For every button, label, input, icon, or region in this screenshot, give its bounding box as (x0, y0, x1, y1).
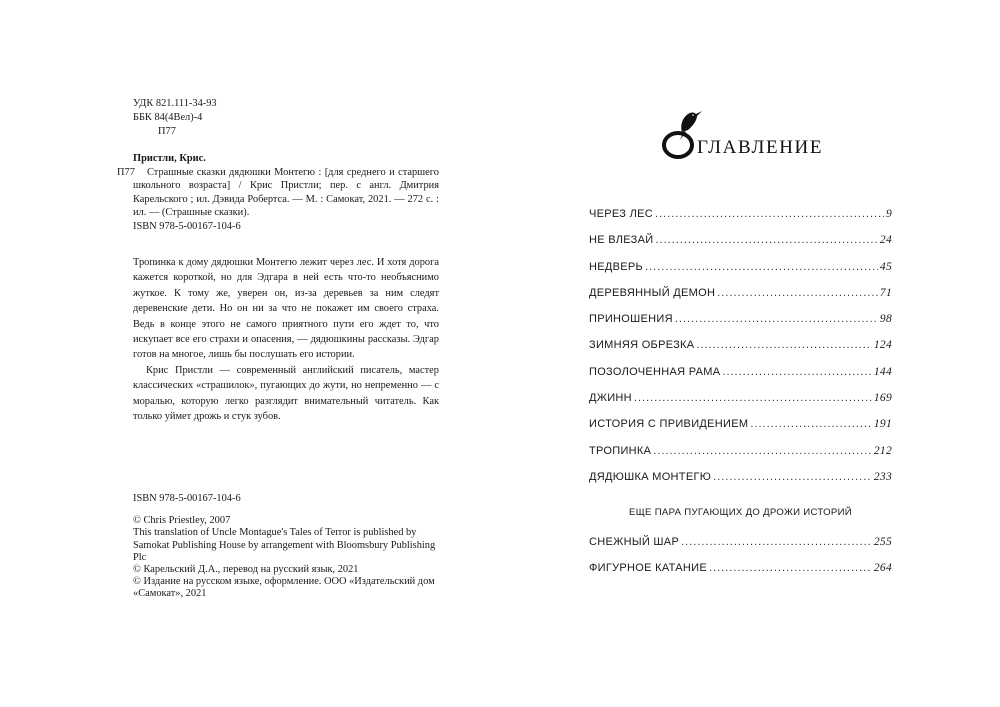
title-text: ГЛАВЛЕНИЕ (697, 137, 824, 158)
author-code: П77 (117, 166, 135, 178)
toc-entry-page: 169 (873, 392, 892, 405)
rights-line: © Карельский Д.А., перевод на русский язык, 2021 (133, 564, 359, 576)
toc-entry-page: 212 (873, 444, 892, 457)
rights-line: © Chris Priestley, 2007 (133, 515, 231, 527)
toc-entry[interactable] (589, 313, 892, 339)
toc-entry-title: ФИГУРНОЕ КАТАНИЕ (589, 562, 708, 575)
toc-entry-page: 191 (873, 418, 892, 431)
toc-entry[interactable] (589, 418, 892, 444)
isbn-bottom: ISBN 978-5-00167-104-6 (133, 493, 241, 504)
toc-entry-title: НЕ ВЛЕЗАЙ (589, 234, 654, 247)
toc-entry[interactable] (589, 445, 892, 471)
toc-entry[interactable] (589, 392, 892, 418)
toc-entry-page: 124 (873, 339, 892, 352)
dot-leader (675, 313, 878, 325)
dot-leader (717, 287, 878, 299)
toc-entry-page: 45 (879, 260, 892, 273)
bbk-code: ББК 84(4Вел)-4 (133, 112, 203, 123)
dot-leader (713, 471, 872, 483)
toc-entry-page: 144 (873, 365, 892, 378)
toc-entry[interactable] (589, 234, 892, 260)
dot-leader (634, 392, 872, 404)
rights-line: This translation of Uncle Montague's Tales of Terror is published by Samokat Publishing House by arrangement with Bloomsbury Publishing Plc (133, 527, 436, 563)
dot-leader (696, 339, 871, 351)
dot-leader (681, 536, 872, 548)
toc-entry[interactable] (589, 261, 892, 287)
author-name: Пристли, Крис. (133, 153, 206, 164)
bibliographic-entry (117, 152, 439, 234)
dot-leader (645, 261, 878, 273)
table-of-contents (589, 208, 892, 497)
toc-entry-page: 255 (873, 536, 892, 548)
book-description: Страшные сказки дядюшки Монтегю : [для среднего и старшего школьного возраста] / Крис Пристли; пер. с англ. Дмитрия Карельского ; ил. Дэвида Робертса. — М. : Самокат, 2021. — 272 с. : ил. — (Страшные сказки). (133, 166, 439, 219)
toc-entry-page: 71 (879, 286, 892, 299)
toc-entry-page: 233 (873, 470, 892, 483)
toc-entry-title: СНЕЖНЫЙ ШАР (589, 536, 680, 548)
toc-entry-page: 24 (879, 234, 892, 247)
toc-entry-title: ЗИМНЯЯ ОБРЕЗКА (589, 339, 695, 352)
dot-leader (722, 366, 871, 378)
toc-entry[interactable] (589, 366, 892, 392)
extra-section-heading: ЕЩЕ ПАРА ПУГАЮЩИХ ДО ДРОЖИ ИСТОРИЙ (629, 507, 852, 518)
contents-title (660, 102, 860, 162)
toc-entry[interactable] (589, 339, 892, 365)
annotation-paragraph-1: Тропинка к дому дядюшки Монтегю лежит через лес. И хотя дорога кажется короткой, но для Эдгара в ней есть что-то необъяснимо жуткое. К тому же, уверен он, из-за деревьев за ним следят деревенские дети. Но он ни за что не покажет им своего страха. Ведь в конце этого не самого приятного пути его ждет то, что искупает все его страхи и опасения, — дядюшкины рассказы. Эдгар готов на многое, лишь бы послушать его истории. (133, 257, 439, 361)
toc-entry-title: ДЖИНН (589, 392, 632, 405)
toc-entry-title: ДЯДЮШКА МОНТЕГЮ (589, 470, 712, 483)
toc-entry-page: 264 (873, 562, 892, 575)
toc-entry-title: ДЕРЕВЯННЫЙ ДЕМОН (589, 286, 716, 299)
dot-leader (709, 562, 872, 574)
toc-entry[interactable] (589, 536, 892, 562)
dot-leader (655, 234, 877, 246)
toc-entry-title: ПРИНОШЕНИЯ (589, 313, 673, 326)
toc-entry-title: ТРОПИНКА (589, 444, 652, 457)
rights-block (133, 493, 439, 601)
author-mark: П77 (158, 126, 176, 137)
toc-entry-title: ИСТОРИЯ С ПРИВИДЕНИЕМ (589, 418, 749, 431)
toc-entry-page: 9 (885, 208, 892, 220)
isbn-top: ISBN 978-5-00167-104-6 (133, 220, 241, 232)
contents-page (500, 0, 1000, 707)
toc-entry[interactable] (589, 562, 892, 588)
toc-entry-title: ПОЗОЛОЧЕННАЯ РАМА (589, 365, 721, 378)
toc-entry-title: ЧЕРЕЗ ЛЕС (589, 208, 654, 220)
dot-leader (750, 418, 872, 430)
dot-leader (655, 208, 884, 220)
table-of-contents-extra (589, 536, 892, 589)
annotation (133, 255, 439, 424)
udk-code: УДК 821.111-34-93 (133, 98, 217, 109)
classification-block (133, 97, 217, 139)
toc-entry[interactable] (589, 471, 892, 497)
toc-entry[interactable] (589, 208, 892, 234)
toc-entry-title: НЕДВЕРЬ (589, 260, 644, 273)
toc-entry-page: 98 (879, 313, 892, 326)
rights-line: © Издание на русском языке, оформление. ООО «Издательский дом «Самокат», 2021 (133, 576, 435, 600)
annotation-paragraph-2: Крис Пристли — современный английский писатель, мастер классических «страшилок», пугающих до жути, но непременно — с моралью, которую легко разглядит внимательный читатель. Как только уймет дрожь и стук зубов. (133, 364, 439, 423)
dot-leader (653, 445, 872, 457)
toc-entry[interactable] (589, 287, 892, 313)
